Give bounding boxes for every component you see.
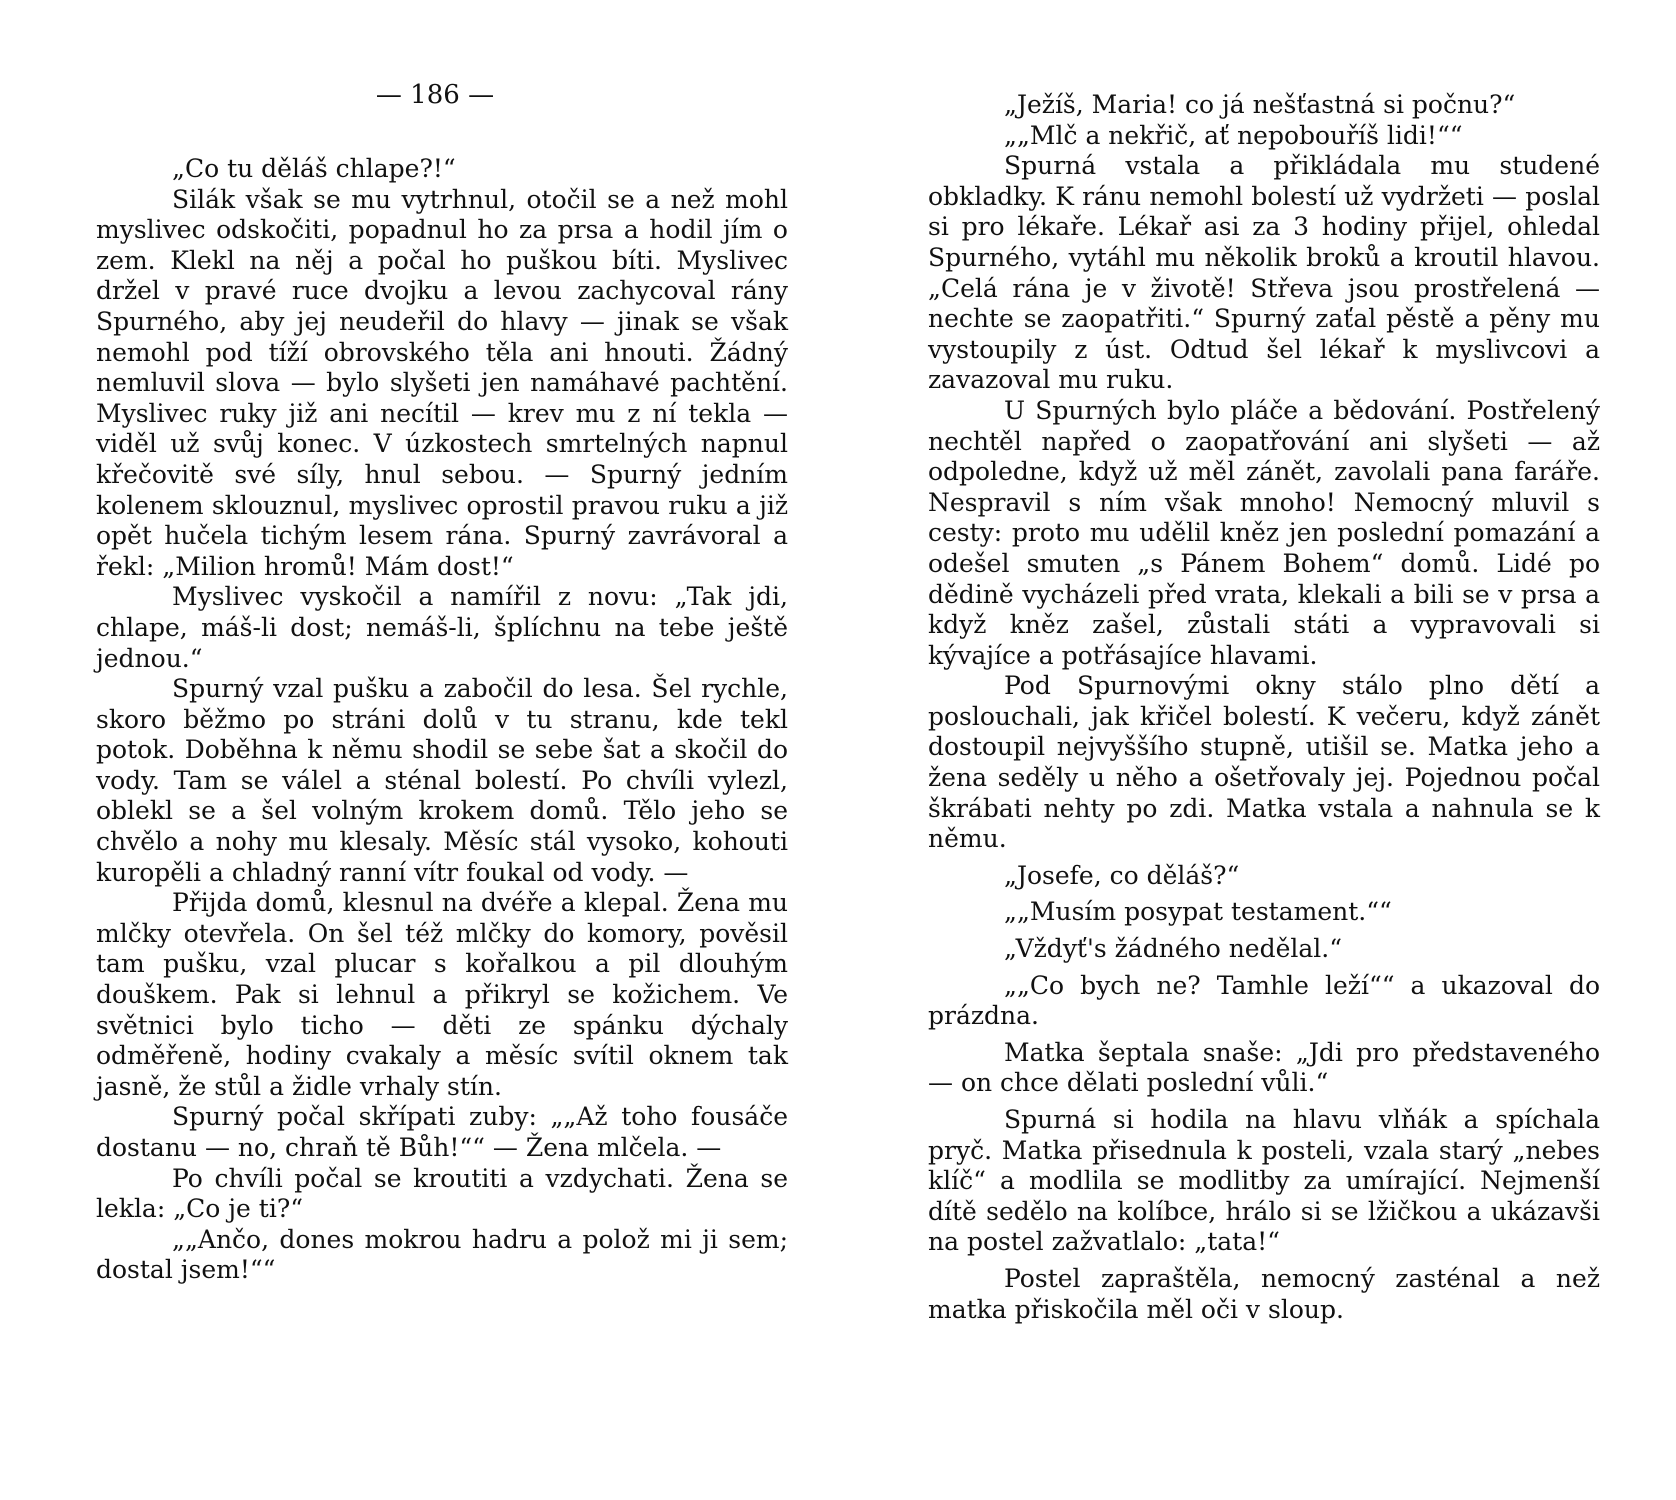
paragraph: Myslivec vyskočil a namířil z novu: „Tak jdi, chlape, máš-li dost; nemáš-li, šplíchnu na tebe ještě jednou.“ [96,582,788,673]
paragraph: Spurný počal skřípati zuby: „„Až toho fousáče dostanu — no, chraň tě Bůh!““ — Žena mlčela. — [96,1102,788,1162]
right-column [928,90,1600,1325]
paragraph: Přijda domů, klesnul na dvéře a klepal. Žena mu mlčky otevřela. On šel též mlčky do komory, pověsil tam pušku, vzal plucar s kořalkou a pil dlouhým douškem. Pak si lehnul a přikryl se kožichem. Ve světnici bylo ticho — děti ze spánku dýchaly odměřeně, hodiny cvakaly a měsíc svítil oknem tak jasně, že stůl a židle vrhaly stín. [96,888,788,1101]
paragraph: „„Ančo, dones mokrou hadru a polož mi ji sem; dostal jsem!““ [96,1224,788,1285]
paragraph: Postel zapraštěla, nemocný zasténal a než matka přiskočila měl oči v sloup. [928,1263,1600,1324]
paragraph: „„Mlč a nekřič, ať nepobouříš lidi!““ [1004,120,1463,150]
paragraph: „Josefe, co děláš?“ [1004,860,1240,890]
paragraph: „Co tu děláš chlape?!“ [172,154,456,183]
paragraph: Pod Spurnovými okny stálo plno dětí a poslouchali, jak křičel bolestí. K večeru, když zánět dostoupil nejvyššího stupně, utišil se. Matka jeho a žena seděly u něho a ošetřovaly jej. Pojednou počal škrábati nehty po zdi. Matka vstala a nahnula se k němu. [928,671,1600,854]
page-number: — 186 — [375,80,495,110]
paragraph: Po chvíli počal se kroutiti a vzdychati. Žena se lekla: „Co je ti?“ [96,1163,788,1224]
paragraph: Spurná vstala a přikládala mu studené obkladky. K ránu nemohl bolestí už vydržeti — poslal si pro lékaře. Lékař asi za 3 hodiny přijel, ohledal Spurného, vytáhl mu několik broků a kroutil hlavou. „Celá rána je v životě! Střeva jsou prostřelená — nechte se zaopatřiti.“ Spurný zaťal pěstě a pěny mu vystoupily z úst. Odtud šel lékař k myslivcovi a zavazoval mu ruku. [928,151,1600,395]
paragraph: „Vždyť's žádného nedělal.“ [1004,934,1343,964]
paragraph: Spurný vzal pušku a zabočil do lesa. Šel rychle, skoro běžmo po stráni dolů v tu stranu, kde tekl potok. Doběhna k němu shodil se sebe šat a skočil do vody. Tam se válel a sténal bolestí. Po chvíli vylezl, oblekl se a šel volným krokem domů. Tělo jeho se chvělo a nohy mu klesaly. Měsíc stál vysoko, kohouti kuropěli a chladný ranní vítr foukal od vody. — [96,674,788,887]
paragraph: „Ježíš, Maria! co já nešťastná si počnu?“ [1004,90,1516,119]
left-column [96,154,788,1286]
paragraph: „„Co bych ne? Tamhle leží““ a ukazoval do prázdna. [928,970,1600,1031]
paragraph: Matka šeptala snaše: „Jdi pro představeného — on chce dělati poslední vůli.“ [928,1037,1600,1098]
paragraph: Silák však se mu vytrhnul, otočil se a než mohl myslivec odskočiti, popadnul ho za prsa a hodil jím o zem. Klekl na něj a počal ho puškou bíti. Myslivec držel v pravé ruce dvojku a levou zachycoval rány Spurného, aby jej neudeřil do hlavy — jinak se však nemohl pod tíží obrovského těla ani hnouti. Žádný nemluvil slova — bylo slyšeti jen namáhavé pachtění. Myslivec ruky již ani necítil — krev mu z ní tekla — viděl už svůj konec. V úzkostech smrtelných napnul křečovitě své síly, hnul sebou. — Spurný jedním kolenem sklouznul, myslivec oprostil pravou ruku a již opět hučela tichým lesem rána. Spurný zavrávoral a řekl: „Milion hromů! Mám dost!“ [96,184,788,581]
paragraph: „„Musím posypat testament.““ [1004,897,1392,927]
paragraph: U Spurných bylo pláče a bědování. Postřelený nechtěl napřed o zaopatřování ani slyšeti — až odpoledne, když už měl zánět, zavolali pana faráře. Nespravil s ním však mnoho! Nemocný mluvil s cesty: proto mu udělil kněz jen poslední pomazání a odešel smuten „s Pánem Bohem“ domů. Lidé po dědině vycházeli před vrata, klekali a bili se v prsa a když kněz zašel, zůstali státi a vypravovali si kývajíce a potřásajíce hlavami. [928,395,1600,670]
paragraph: Spurná si hodila na hlavu vlňák a spíchala pryč. Matka přisednula k posteli, vzala starý „nebes klíč“ a modlila se modlitby za umírající. Nejmenší dítě sedělo na kolíbce, hrálo si se lžičkou a ukázavši na postel zažvatlalo: „tata!“ [928,1105,1600,1257]
